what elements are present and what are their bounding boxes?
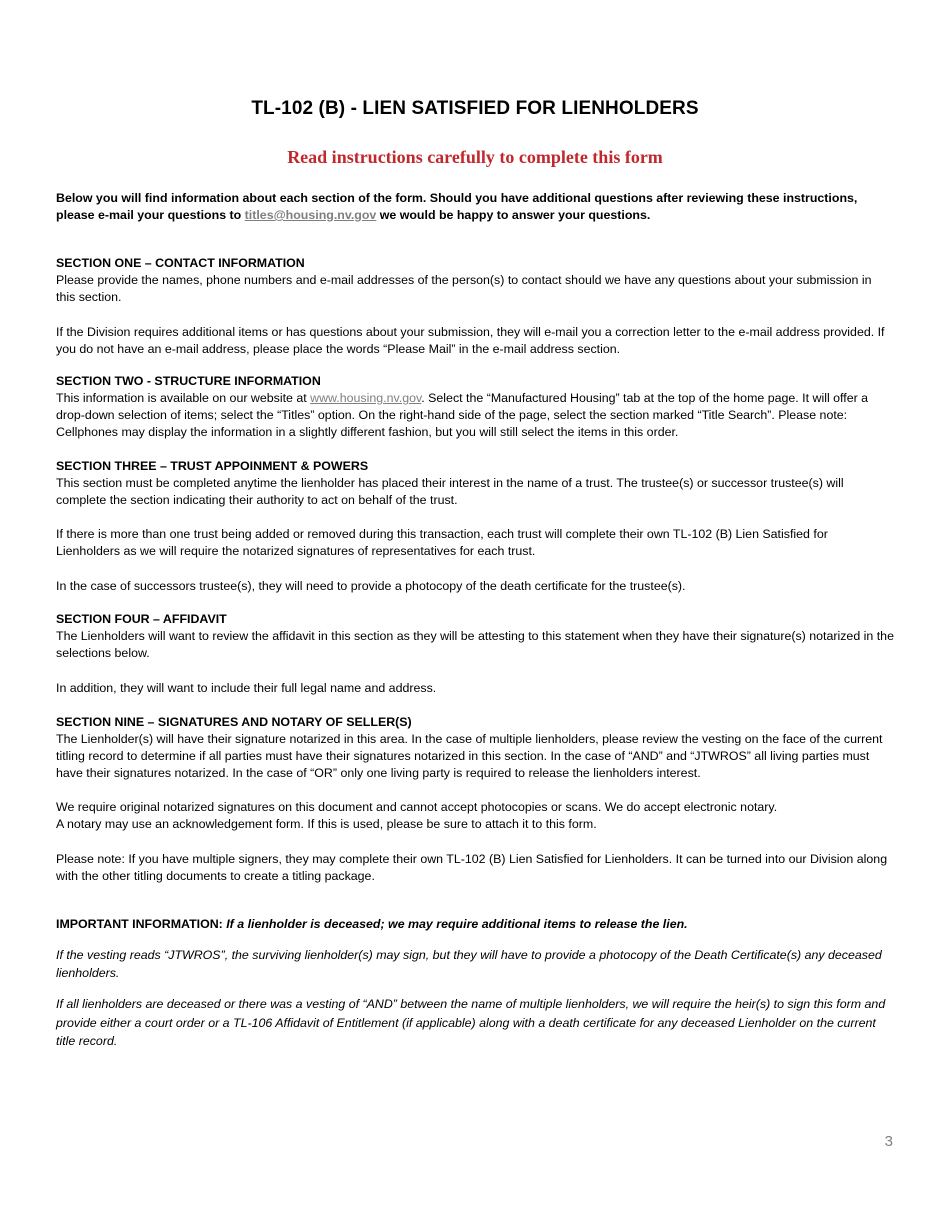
page-subtitle: Read instructions carefully to complete this form bbox=[287, 147, 663, 167]
section-two-text-pre: This information is available on our website at bbox=[56, 391, 311, 405]
intro-paragraph bbox=[56, 190, 894, 224]
website-link[interactable]: www.housing.nv.gov bbox=[310, 391, 422, 405]
important-paragraph-2: If all lienholders are deceased or there was a vesting of “AND” between the name of multiple lienholders, we will require the heir(s) to sign this form and provide either a court order or a TL-106 Affidavit of Entitlement (if applicable) along with a death certificate for any deceased Lienholder on the current title record. bbox=[56, 997, 886, 1048]
section-three-paragraph-2: If there is more than one trust being added or removed during this transaction, each trust will complete their own TL-102 (B) Lien Satisfied for Lienholders as we will require the notarized signatures of representatives for each trust. bbox=[56, 527, 828, 558]
page-number: 3 bbox=[884, 1133, 893, 1150]
important-paragraph-1: If the vesting reads “JTWROS”, the surviving lienholder(s) may sign, but they will have to provide a photocopy of the Death Certificate(s) any deceased lienholders. bbox=[56, 948, 882, 980]
section-nine-paragraph-3: Please note: If you have multiple signers, they may complete their own TL-102 (B) Lien Satisfied for Lienholders. It can be turned into our Division along with the other titling documents to create a titling package. bbox=[56, 852, 888, 883]
section-four-paragraph-1: The Lienholders will want to review the affidavit in this section as they will be attesting to this statement when they have their signature(s) notarized in the selections below. bbox=[56, 629, 894, 660]
section-three-paragraph-3: In the case of successors trustee(s), they will need to provide a photocopy of the death certificate for the trustee(s). bbox=[56, 579, 686, 593]
section-two-text-post: . Select the “Manufactured Housing” tab at the top of the home page. It will offer a drop-down selection of items; select the “Titles” option. On the right-hand side of the page, select the section marked “Title Search”. Please note: Cellphones may display the information in a slightly different fashion, but you will still select the items in this order. bbox=[56, 391, 869, 439]
important-lead: If a lienholder is deceased; we may require additional items to release the lien. bbox=[226, 917, 688, 931]
section-two-paragraph bbox=[56, 390, 894, 441]
important-label: IMPORTANT INFORMATION: bbox=[56, 917, 227, 931]
section-nine-heading: SECTION NINE – SIGNATURES AND NOTARY OF SELLER(S) bbox=[56, 715, 412, 729]
intro-text-post: we would be happy to answer your questions. bbox=[376, 208, 651, 222]
section-one-paragraph-1: Please provide the names, phone numbers and e-mail addresses of the person(s) to contact should we have any questions about your submission in this section. bbox=[56, 273, 872, 304]
intro-text-pre: Below you will find information about each section of the form. Should you have additional questions after reviewing these instructions, please e-mail your questions to bbox=[56, 191, 858, 222]
email-link[interactable]: titles@housing.nv.gov bbox=[244, 208, 377, 222]
section-nine-paragraph-2a: We require original notarized signatures on this document and cannot accept photocopies or scans. We do accept electronic notary. bbox=[56, 800, 778, 814]
section-two-heading: SECTION TWO - STRUCTURE INFORMATION bbox=[56, 374, 321, 388]
section-three-paragraph-1: This section must be completed anytime the lienholder has placed their interest in the name of a trust. The trustee(s) or successor trustee(s) will complete the section indicating their authority to act on behalf of the trust. bbox=[56, 476, 844, 507]
section-one-paragraph-2: If the Division requires additional items or has questions about your submission, they will e-mail you a correction letter to the e-mail address provided. If you do not have an e-mail address, please place the words “Please Mail” in the e-mail address section. bbox=[56, 325, 885, 356]
section-nine-paragraph-2b: A notary may use an acknowledgement form. If this is used, please be sure to attach it to this form. bbox=[56, 817, 597, 831]
page-title: TL-102 (B) - LIEN SATISFIED FOR LIENHOLDERS bbox=[251, 98, 699, 119]
section-nine-paragraph-1: The Lienholder(s) will have their signature notarized in this area. In the case of multiple lienholders, please review the vesting on the face of the current titling record to determine if all parties must have their signatures notarized in this section. In the case of “AND” and “JTWROS” all living parties must have their signatures notarized. In the case of “OR” only one living party is required to release the lienholders interest. bbox=[56, 732, 883, 780]
section-four-paragraph-2: In addition, they will want to include their full legal name and address. bbox=[56, 681, 437, 695]
section-three-heading: SECTION THREE – TRUST APPOINMENT & POWERS bbox=[56, 459, 369, 473]
section-one-heading: SECTION ONE – CONTACT INFORMATION bbox=[56, 256, 305, 270]
section-four-heading: SECTION FOUR – AFFIDAVIT bbox=[56, 612, 227, 626]
important-heading bbox=[56, 916, 894, 933]
